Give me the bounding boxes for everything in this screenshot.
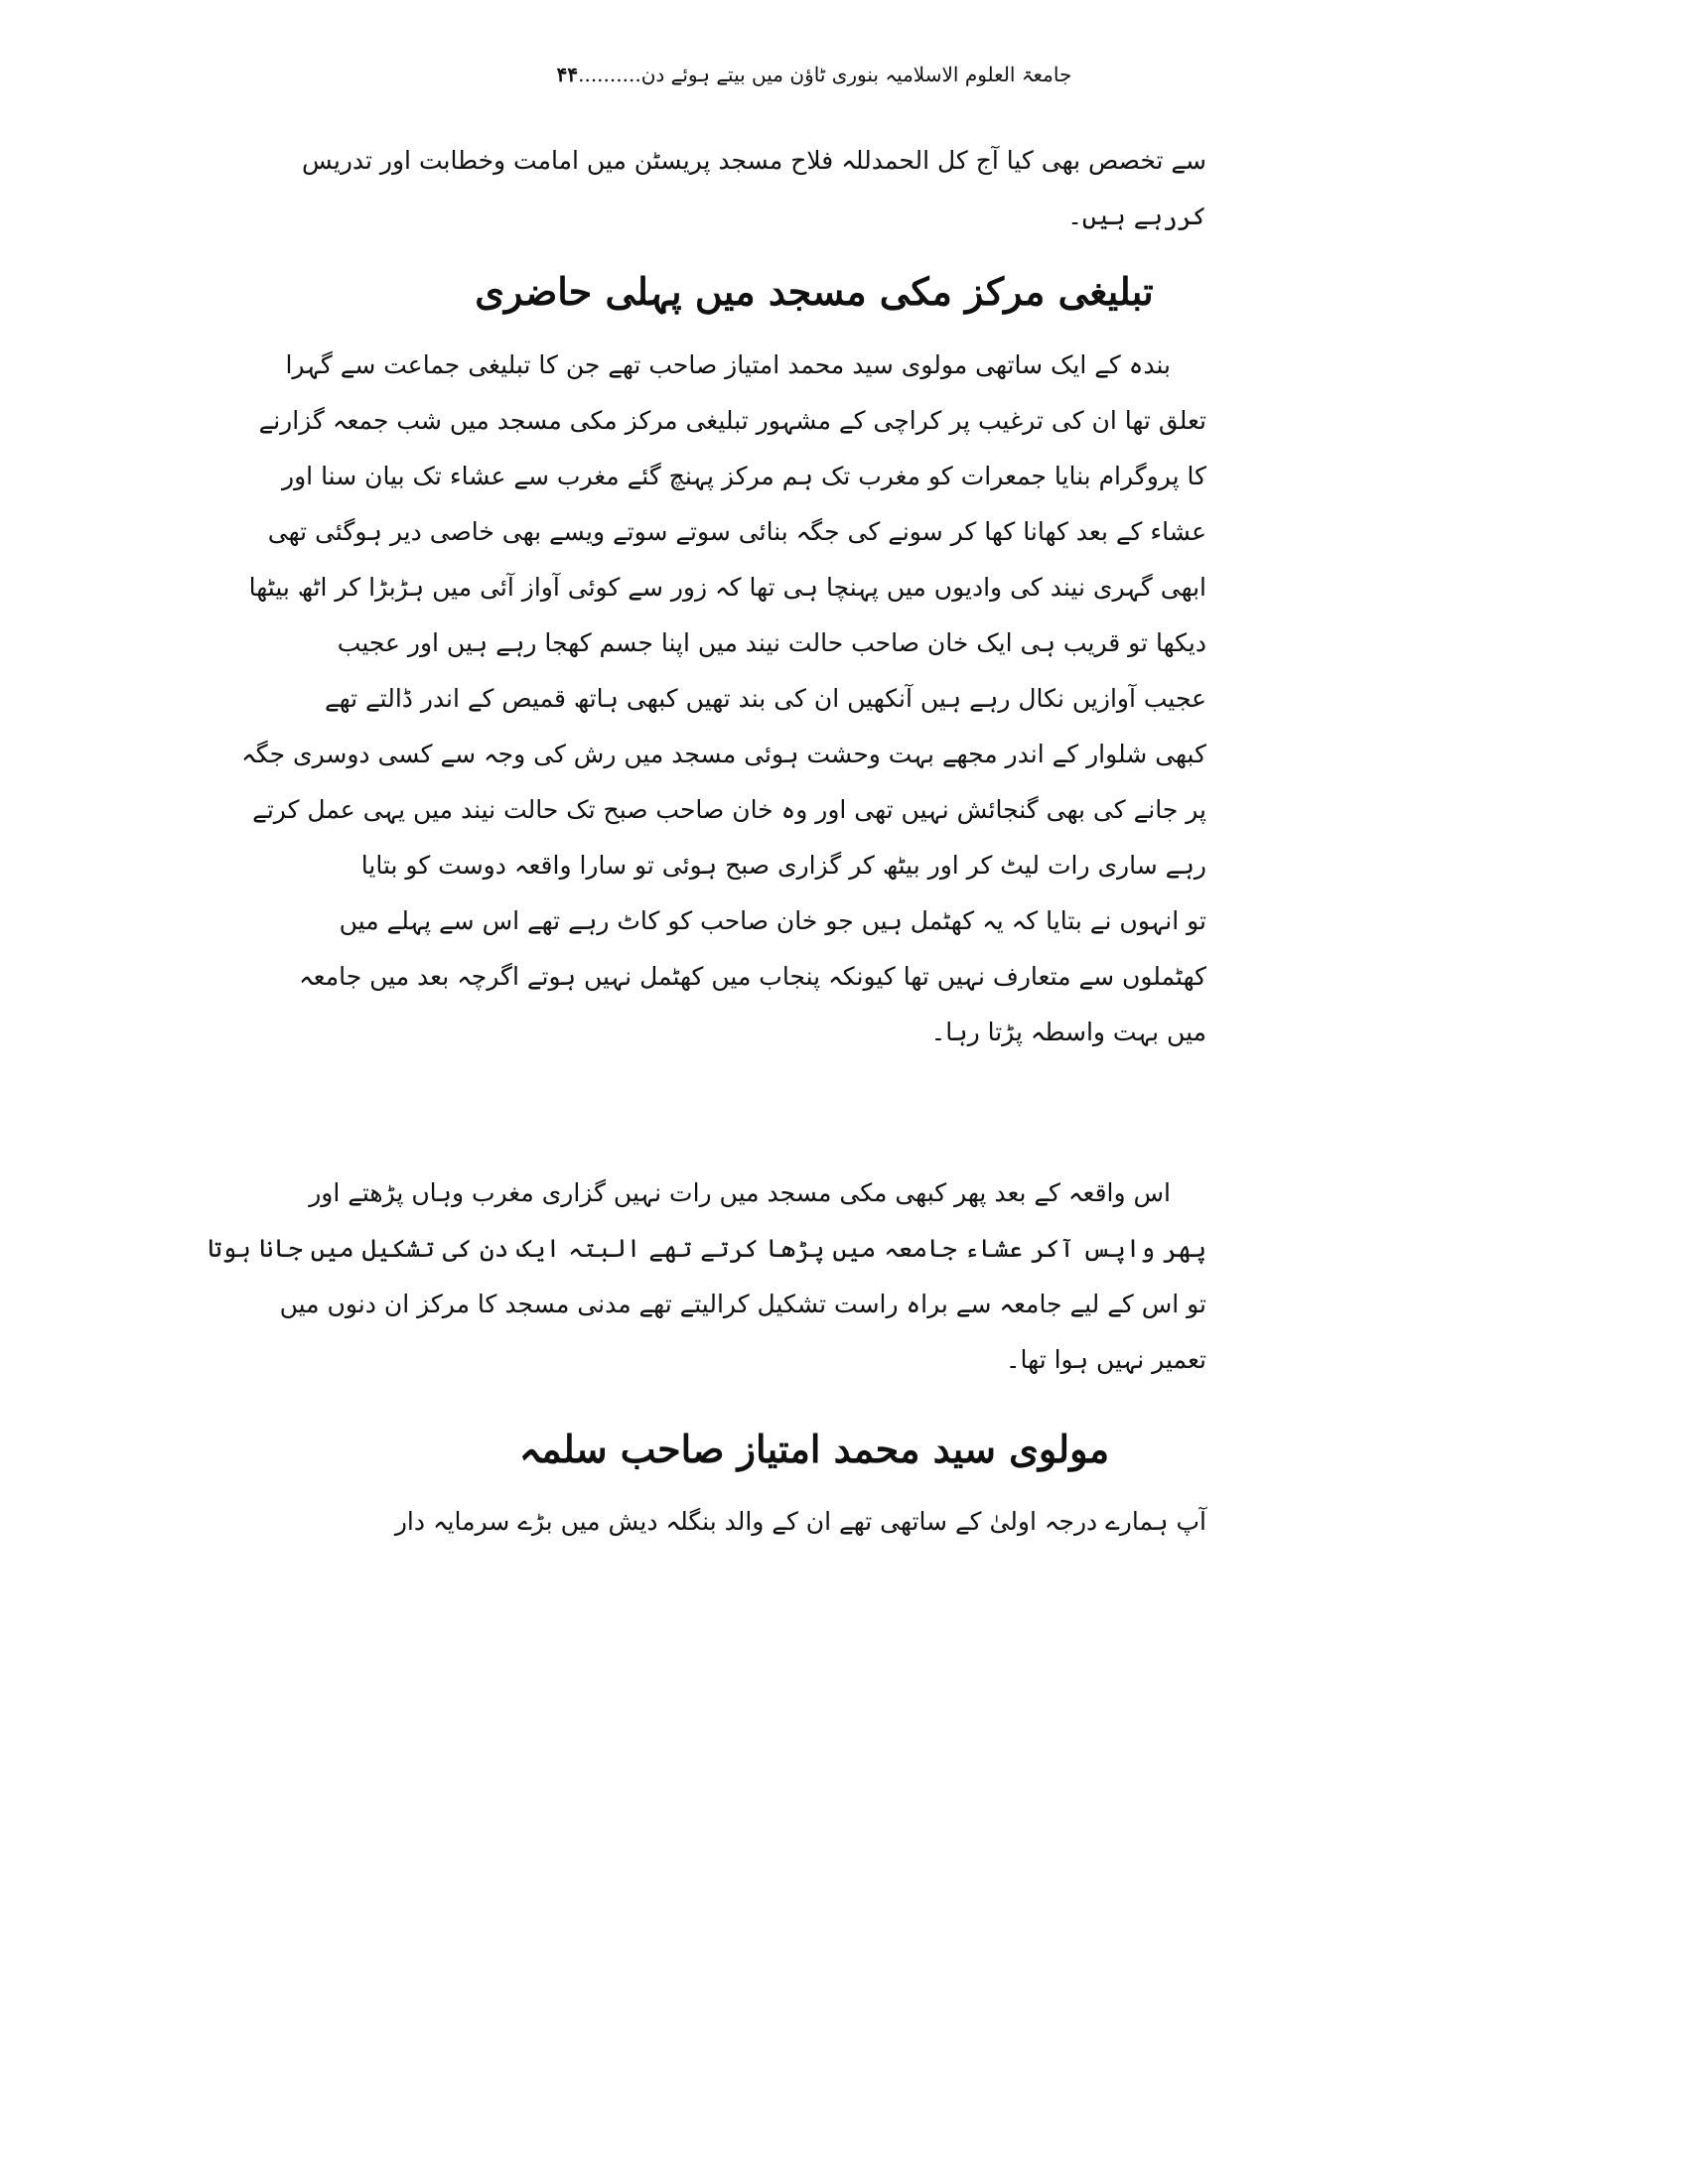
section1-paragraph2	[207, 1165, 1206, 1388]
text-line: سے تخصص بھی کیا آج کل الحمدللہ فلاح مسجد پریسٹن میں امامت وخطابت اور تدریس	[301, 146, 1206, 175]
text-line: میں بہت واسطہ پڑتا رہا۔	[930, 1018, 1206, 1046]
section1-paragraph1	[241, 338, 1206, 1060]
text-line: عجیب آوازیں نکال رہے ہیں آنکھیں ان کی بند تھیں کبھی ہاتھ قمیص کے اندر ڈالتے تھے	[324, 684, 1206, 713]
header-title: جامعۃ العلوم الاسلامیہ بنوری ٹاؤن میں بیتے ہوئے دن	[640, 63, 1072, 86]
section-heading-tablighi-markaz: تبلیغی مرکز مکی مسجد میں پہلی حاضری	[475, 269, 1154, 314]
text-line: کا پروگرام بنایا جمعرات کو مغرب تک ہم مرکز پہنچ گئے مغرب سے عشاء تک بیان سنا اور	[282, 462, 1206, 490]
text-line: پر جانے کی بھی گنجائش نہیں تھی اور وہ خان صاحب صبح تک حالت نیند میں یہی عمل کرتے	[252, 795, 1206, 824]
text-line: تعمیر نہیں ہوا تھا۔	[1005, 1345, 1206, 1374]
text-line: بندہ کے ایک ساتھی مولوی سید محمد امتیاز صاحب تھے جن کا تبلیغی جماعت سے گہرا	[285, 350, 1171, 379]
text-line: عشاء کے بعد کھانا کھا کر سونے کی جگہ بنائی سوتے سوتے ویسے بھی خاصی دیر ہوگئی تھی	[267, 517, 1206, 546]
section2-paragraph1	[394, 1494, 1206, 1550]
text-line: کھٹملوں سے متعارف نہیں تھا کیونکہ پنجاب میں کھٹمل نہیں ہوتے اگرچہ بعد میں جامعہ	[299, 962, 1206, 991]
text-line: پھر واپس آکر عشاء جامعہ میں پڑھا کرتے تھے البتہ ایک دن کی تشکیل میں جانا ہوتا	[207, 1234, 1206, 1263]
section-heading-maulvi-imtiaz: مولوی سید محمد امتیاز صاحب سلمہ	[518, 1427, 1110, 1471]
text-line: تو اس کے لیے جامعہ سے براہ راست تشکیل کرالیتے تھے مدنی مسجد کا مرکز ان دنوں میں	[279, 1290, 1206, 1318]
text-line: دیکھا تو قریب ہی ایک خان صاحب حالت نیند میں اپنا جسم کھجا رہے ہیں اور عجیب	[337, 628, 1206, 657]
running-header	[422, 58, 1206, 91]
text-line: تعلق تھا ان کی ترغیب پر کراچی کے مشہور تبلیغی مرکز مکی مسجد میں شب جمعہ گزارنے	[258, 406, 1206, 435]
text-line: رہے ساری رات لیٹ کر اور بیٹھ کر گزاری صبح ہوئی تو سارا واقعہ دوست کو بتایا	[360, 851, 1206, 880]
text-line: کررہے ہیں۔	[1067, 202, 1206, 230]
text-line: آپ ہمارے درجہ اولیٰ کے ساتھی تھے ان کے والد بنگلہ دیش میں بڑے سرمایہ دار	[394, 1507, 1206, 1536]
page-number: ۴۴	[556, 63, 579, 86]
text-line: کبھی شلوار کے اندر مجھے بہت وحشت ہوئی مسجد میں رش کی وجہ سے کسی دوسری جگہ	[241, 740, 1206, 768]
text-line: تو انہوں نے بتایا کہ یہ کھٹمل ہیں جو خان صاحب کو کاٹ رہے تھے اس سے پہلے میں	[339, 906, 1206, 935]
intro-paragraph	[301, 133, 1206, 244]
text-line: اس واقعہ کے بعد پھر کبھی مکی مسجد میں رات نہیں گزاری مغرب وہاں پڑھتے اور	[309, 1178, 1171, 1207]
text-line: ابھی گہری نیند کی وادیوں میں پہنچا ہی تھا کہ زور سے کوئی آواز آئی میں ہڑبڑا کر اٹھ بیٹھا	[248, 573, 1206, 602]
header-dots: ..........	[578, 63, 641, 86]
